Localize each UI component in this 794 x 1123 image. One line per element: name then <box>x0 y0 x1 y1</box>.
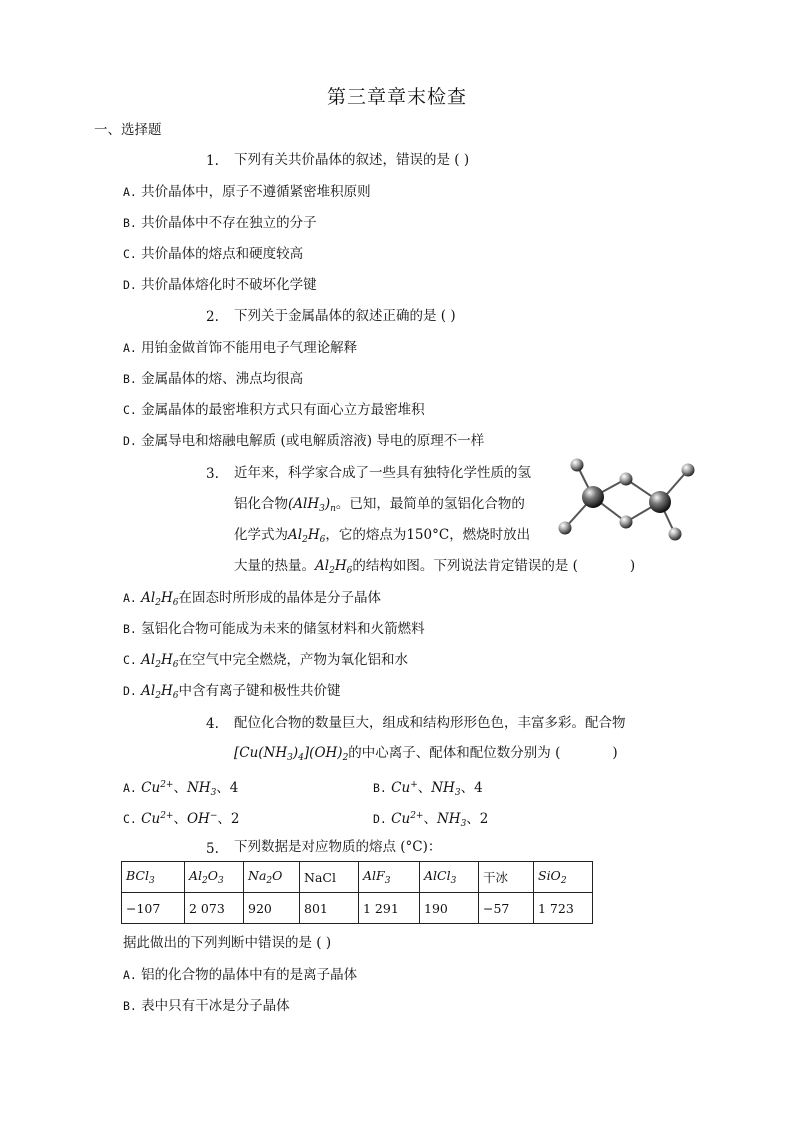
formula-part: [Cu(NH <box>234 745 288 761</box>
q3-line3 <box>234 526 530 549</box>
ion-symbol: Cu <box>391 811 411 827</box>
ion-charge: 2+ <box>160 811 174 821</box>
table-header-cell <box>534 862 593 893</box>
q4-option-d <box>373 807 488 833</box>
option-label: A. <box>123 591 137 605</box>
formula-subscript: 2 <box>155 598 161 608</box>
option-label: B. <box>123 622 137 636</box>
table-cell: −57 <box>479 893 534 924</box>
formula-part: SiO <box>538 868 561 883</box>
q4-option-c <box>123 807 239 833</box>
q4-number: 4. <box>206 716 219 732</box>
ion-charge: 2+ <box>160 780 174 790</box>
formula-part: ) <box>292 745 299 761</box>
q4-line2-text: 的中心离子、配体和配位数分别为 ( <box>348 745 561 761</box>
q3-line4-text-a: 大量的热量。 <box>234 558 315 574</box>
formula-part: (AlH <box>288 496 320 512</box>
option-text: 共价晶体中不存在独立的分子 <box>141 215 317 231</box>
coordination-number: 4 <box>229 780 239 796</box>
hydrogen-atom <box>682 464 695 477</box>
option-label: B. <box>123 216 137 230</box>
formula-subscript: 2 <box>302 535 308 545</box>
formula-subscript: 6 <box>172 598 179 608</box>
q3-option-d <box>123 682 340 705</box>
al2h6-formula <box>315 558 352 574</box>
q3-line1: 近年来，科学家合成了一些具有独特化学性质的氢 <box>234 465 531 481</box>
q3-line3-text-a: 化学式为 <box>234 527 288 543</box>
table-cell: 801 <box>300 893 359 924</box>
q3-line2-text-a: 铝化合物 <box>234 496 288 512</box>
complex-formula <box>234 745 348 761</box>
option-text: 氢铝化合物可能成为未来的储氢材料和火箭燃料 <box>141 621 425 637</box>
formula-subscript: 3 <box>287 753 293 763</box>
ligand-symbol: NH <box>186 780 211 796</box>
q5-option-b <box>123 997 290 1015</box>
ion-symbol: Cu <box>141 811 161 827</box>
option-label: B. <box>373 781 387 795</box>
q3-number: 3. <box>206 466 219 482</box>
option-text: 共价晶体中，原子不遵循紧密堆积原则 <box>141 184 371 200</box>
formula-subscript: 3 <box>319 504 325 514</box>
formula-subscript: 6 <box>346 566 353 576</box>
table-header-cell <box>359 862 420 893</box>
table-cell: 1 291 <box>359 893 420 924</box>
q3-line4-text-b: 的结构如图。下列说法肯定错误的是 ( <box>352 558 578 574</box>
al2h6-formula <box>141 652 178 668</box>
table-header-cell <box>244 862 300 893</box>
coordination-number: 2 <box>230 811 240 827</box>
formula-part: O <box>272 868 283 883</box>
ligand-subscript: 3 <box>210 788 217 798</box>
q5-after-text: 据此做出的下列判断中错误的是 ( ) <box>123 935 332 951</box>
q4-option-b <box>373 776 483 802</box>
q2-option-c <box>123 401 425 419</box>
q1-option-d <box>123 276 317 294</box>
ligand-subscript: 3 <box>460 819 467 829</box>
option-label: C. <box>123 653 137 667</box>
ion <box>141 811 173 827</box>
formula-subscript: 4 <box>298 753 304 763</box>
al2h6-structure-diagram <box>555 452 705 552</box>
formula-subscript: 3 <box>450 876 457 886</box>
al2h6-formula <box>288 527 325 543</box>
formula-subscript: 6 <box>172 691 179 701</box>
separator: 、 <box>460 780 475 796</box>
formula-part: Na <box>248 868 267 883</box>
coordination-number: 2 <box>479 811 489 827</box>
option-label: C. <box>123 812 137 826</box>
coordination-number: 4 <box>474 780 483 796</box>
separator: 、 <box>417 780 432 796</box>
option-label: B. <box>123 999 137 1013</box>
ion-charge: 2+ <box>410 811 424 821</box>
q3-line3-text-d: ，燃烧时放出 <box>449 527 531 543</box>
ion-symbol: Cu <box>391 780 411 796</box>
formula-subscript: 2 <box>266 876 273 886</box>
separator: 、 <box>423 811 437 827</box>
option-label: A. <box>123 341 137 355</box>
aluminum-atom <box>649 491 671 513</box>
al2h6-formula <box>141 683 178 699</box>
q3-option-c <box>123 651 408 674</box>
formula-subscript: 3 <box>218 876 224 886</box>
q2-option-a <box>123 339 357 357</box>
formula-part: Al <box>141 683 156 699</box>
formula-part: Al <box>288 527 303 543</box>
separator: 、 <box>173 811 187 827</box>
ligand-charge: − <box>209 811 218 821</box>
ligand <box>437 811 466 827</box>
separator: 、 <box>217 811 231 827</box>
formula-part: AlF <box>363 868 385 883</box>
table-cell: −107 <box>122 893 185 924</box>
ligand <box>431 780 460 796</box>
option-label: B. <box>123 372 137 386</box>
formula-part: H <box>334 558 347 574</box>
formula-subscript: 2 <box>329 566 335 576</box>
option-text: 表中只有干冰是分子晶体 <box>141 998 290 1014</box>
ligand-symbol: OH <box>186 811 210 827</box>
formula-subscript: 2 <box>560 876 567 886</box>
table-cell: 1 723 <box>534 893 593 924</box>
table-header-cell <box>122 862 185 893</box>
table-header-cell <box>420 862 479 893</box>
formula-part: AlCl <box>424 868 451 883</box>
formula-part: ](OH) <box>303 745 343 761</box>
ligand-symbol: NH <box>436 811 461 827</box>
hydrogen-atom <box>620 516 633 529</box>
formula-part: 干冰 <box>483 870 509 885</box>
ligand-subscript: 3 <box>454 788 461 798</box>
separator: 、 <box>173 780 187 796</box>
q3-line2-text-b: 。已知，最简单的氢铝化合物的 <box>335 496 525 512</box>
ligand <box>187 811 217 827</box>
table-cell: 2 073 <box>185 893 244 924</box>
q3-line2 <box>234 495 525 518</box>
q5-option-a <box>123 966 357 984</box>
formula-part: Al <box>141 590 156 606</box>
q3-option-a <box>123 589 381 612</box>
option-text: 金属晶体的最密堆积方式只有面心立方最密堆积 <box>141 402 425 418</box>
formula-part: BCl <box>126 868 149 883</box>
option-text: 金属导电和熔融电解质 (或电解质溶液) 导电的原理不一样 <box>141 433 485 449</box>
q1-stem: 下列有关共价晶体的叙述，错误的是 ( ) <box>234 152 470 168</box>
formula-part: H <box>160 590 173 606</box>
table-header-row <box>122 862 593 893</box>
formula-part: ) <box>324 496 331 512</box>
hydrogen-atom <box>571 459 584 472</box>
formula-part: NaCl <box>304 869 336 885</box>
separator: 、 <box>466 811 480 827</box>
table-cell: 190 <box>420 893 479 924</box>
option-label: A. <box>123 185 137 199</box>
q4-option-a <box>123 776 238 802</box>
ion <box>141 780 173 796</box>
ligand-symbol: NH <box>431 780 455 796</box>
q4-line2 <box>234 744 618 767</box>
q2-option-b <box>123 370 303 388</box>
q4-line2-close: ) <box>612 745 618 761</box>
formula-subscript: 2 <box>155 660 161 670</box>
table-header-cell <box>300 862 359 893</box>
q3-line4-close: ) <box>629 558 636 574</box>
ion <box>391 811 423 827</box>
ion-symbol: Cu <box>141 780 161 796</box>
table-header-cell <box>185 862 244 893</box>
formula-part: H <box>307 527 320 543</box>
q3-option-b <box>123 620 425 638</box>
formula-part: H <box>160 652 173 668</box>
formula-part: H <box>160 683 173 699</box>
option-label: A. <box>123 781 137 795</box>
q1-option-c <box>123 245 303 263</box>
option-label: C. <box>123 247 137 261</box>
hydrogen-atom <box>669 528 682 541</box>
q3-line4 <box>234 557 635 580</box>
formula-subscript: 3 <box>148 876 155 886</box>
table-cell: 920 <box>244 893 300 924</box>
q2-number: 2. <box>206 309 219 325</box>
melting-point-table <box>121 861 593 924</box>
option-label: C. <box>123 403 137 417</box>
q1-number: 1. <box>206 153 219 169</box>
q5-number: 5. <box>206 841 219 857</box>
page-title: 第三章章末检查 <box>326 86 467 108</box>
q5-stem: 下列数据是对应物质的熔点 (°C)： <box>234 839 442 855</box>
q1-option-b <box>123 214 317 232</box>
table-row <box>122 893 593 924</box>
formula-subscript: 2 <box>202 876 208 886</box>
formula-part: Al <box>189 868 203 883</box>
option-label: A. <box>123 968 137 982</box>
option-text: 用铂金做首饰不能用电子气理论解释 <box>141 340 358 356</box>
q2-option-d <box>123 432 484 450</box>
section-heading: 一、选择题 <box>94 122 162 138</box>
melting-point-value: 150°C <box>406 527 450 543</box>
option-text: 在空气中完全燃烧，产物为氧化铝和水 <box>178 652 408 668</box>
ion <box>391 780 418 796</box>
ion-charge: + <box>410 780 418 790</box>
q2-stem: 下列关于金属晶体的叙述正确的是 ( ) <box>234 308 456 324</box>
q4-line1: 配位化合物的数量巨大，组成和结构形形色色，丰富多彩。配合物 <box>234 715 626 731</box>
option-text: 共价晶体的熔点和硬度较高 <box>141 246 304 262</box>
option-label: D. <box>123 434 137 448</box>
q1-option-a <box>123 183 371 201</box>
formula-part: Al <box>141 652 156 668</box>
table-header-cell <box>479 862 534 893</box>
ligand <box>187 780 216 796</box>
formula-subscript: 6 <box>172 660 179 670</box>
al2h6-formula <box>141 590 178 606</box>
formula-subscript: 2 <box>342 753 349 763</box>
q3-line3-text-b: ，它的熔点为 <box>325 527 407 543</box>
formula-subscript: 2 <box>155 691 161 701</box>
formula-subscript: 6 <box>319 535 326 545</box>
option-text: 金属晶体的熔、沸点均很高 <box>141 371 304 387</box>
formula-part: Al <box>315 558 330 574</box>
option-label: D. <box>123 278 137 292</box>
hydrogen-atom <box>620 473 633 486</box>
formula-part: O <box>207 868 219 883</box>
formula-subscript: n <box>330 504 336 514</box>
option-label: D. <box>373 812 387 826</box>
hydrogen-atom <box>559 522 572 535</box>
option-text: 共价晶体熔化时不破坏化学键 <box>141 277 317 293</box>
option-label: D. <box>123 684 137 698</box>
option-text: 铝的化合物的晶体中有的是离子晶体 <box>141 967 358 983</box>
separator: 、 <box>216 780 230 796</box>
aluminum-atom <box>582 486 604 508</box>
formula-subscript: 3 <box>384 876 391 886</box>
alh3-formula <box>288 496 336 512</box>
option-text: 中含有离子键和极性共价键 <box>178 683 341 699</box>
option-text: 在固态时所形成的晶体是分子晶体 <box>178 590 381 606</box>
